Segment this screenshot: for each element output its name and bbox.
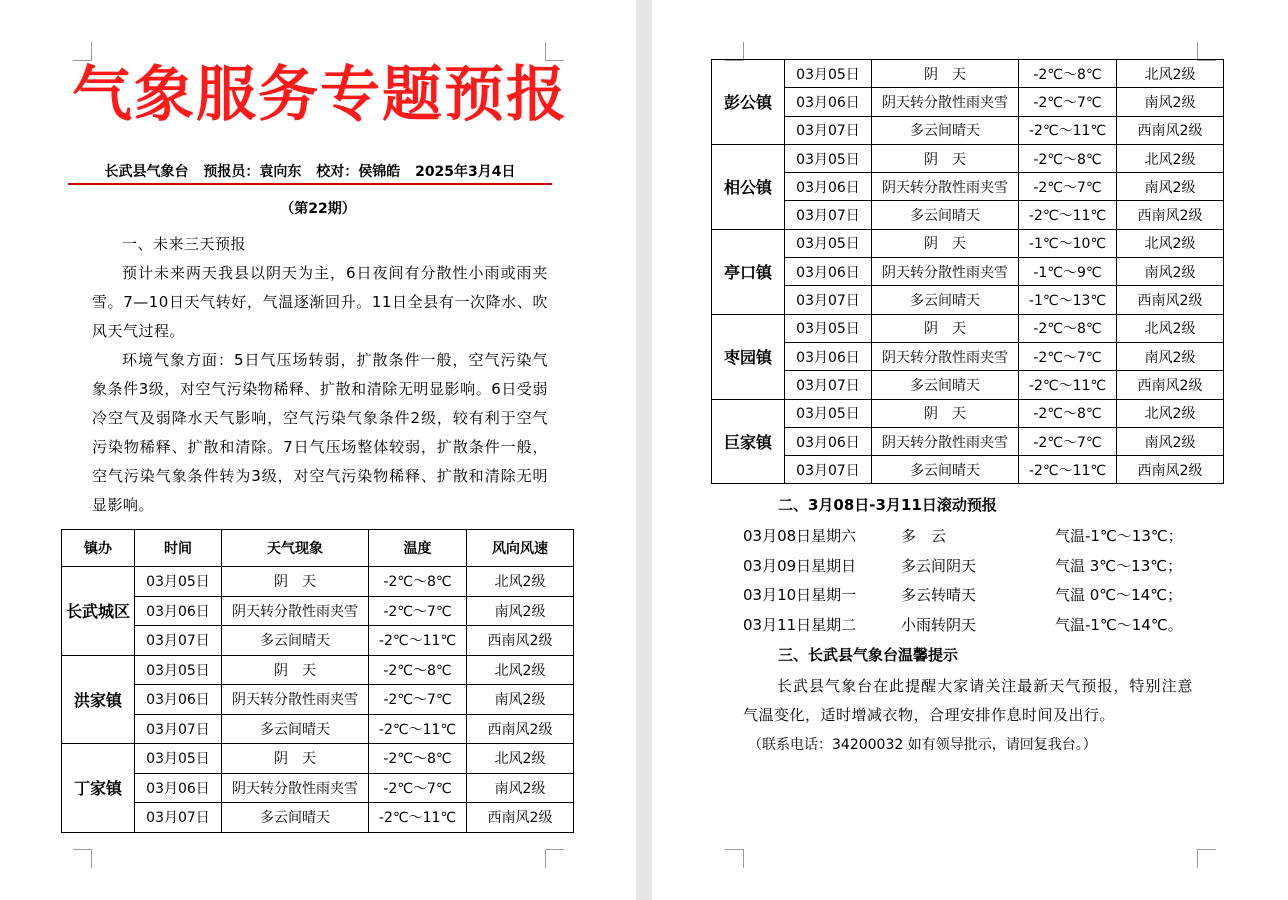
cell-temperature: -2℃～8℃ [1019, 314, 1117, 342]
rolling-temperature: 气温 0℃～14℃； [1055, 586, 1183, 604]
cell-date: 03月05日 [785, 144, 872, 172]
cell-date: 03月05日 [135, 744, 222, 774]
cell-date: 03月07日 [785, 371, 872, 399]
cell-date: 03月06日 [135, 596, 222, 626]
table-row [62, 714, 574, 744]
document-page-1 [0, 0, 636, 900]
table-row [62, 803, 574, 833]
town-name: 彭公镇 [712, 60, 785, 145]
cell-weather: 阴天转分散性雨夹雪 [872, 342, 1019, 370]
table-row [712, 342, 1224, 370]
margin-corner-mark [725, 849, 744, 868]
cell-temperature: -2℃～11℃ [369, 626, 467, 656]
cell-date: 03月07日 [135, 714, 222, 744]
rolling-date: 03月08日星期六 [743, 527, 857, 545]
rolling-date: 03月09日星期日 [743, 556, 857, 575]
rolling-weather: 多云转晴天 [901, 586, 977, 604]
rolling-forecast-list [743, 522, 1213, 640]
table-row [62, 655, 574, 685]
cell-wind: 西南风2级 [467, 626, 574, 656]
cell-weather: 阴 天 [872, 399, 1019, 427]
cell-date: 03月05日 [135, 655, 222, 685]
cell-weather: 多云间晴天 [222, 626, 369, 656]
margin-corner-mark [545, 849, 564, 868]
cell-wind: 北风2级 [467, 744, 574, 774]
cell-temperature: -2℃～11℃ [1019, 201, 1117, 229]
town-group [712, 144, 1224, 229]
cell-temperature: -2℃～8℃ [369, 567, 467, 597]
table-row [62, 685, 574, 715]
margin-corner-mark [1197, 849, 1216, 868]
table-row [712, 88, 1224, 116]
cell-wind: 西南风2级 [1117, 286, 1224, 314]
town-forecast-table-part2 [711, 59, 1224, 484]
cell-wind: 北风2级 [467, 655, 574, 685]
table-row [712, 60, 1224, 88]
cell-wind: 南风2级 [467, 685, 574, 715]
cell-wind: 北风2级 [467, 567, 574, 597]
forecaster: 预报员：袁向东 [203, 164, 302, 180]
cell-weather: 阴 天 [222, 744, 369, 774]
cell-wind: 南风2级 [1117, 427, 1224, 455]
table-row [712, 144, 1224, 172]
cell-wind: 北风2级 [1117, 144, 1224, 172]
cell-temperature: -2℃～8℃ [1019, 399, 1117, 427]
cell-wind: 北风2级 [1117, 60, 1224, 88]
section2-title: 二、3月08日-3月11日滚动预报 [778, 496, 997, 514]
header-town: 镇办 [62, 530, 135, 567]
cell-weather: 多云间晴天 [222, 714, 369, 744]
town-name: 丁家镇 [62, 744, 135, 833]
cell-temperature: -1℃～13℃ [1019, 286, 1117, 314]
cell-weather: 阴天转分散性雨夹雪 [222, 685, 369, 715]
table-row [712, 229, 1224, 257]
cell-date: 03月07日 [135, 803, 222, 833]
cell-wind: 西南风2级 [1117, 456, 1224, 484]
issue-date: 2025年3月4日 [415, 164, 516, 180]
contact-line: （联系电话：34200032 如有领导批示，请回复我台。） [748, 737, 1097, 753]
cell-weather: 阴 天 [872, 144, 1019, 172]
cell-temperature: -2℃～11℃ [369, 803, 467, 833]
table-row [712, 258, 1224, 286]
cell-wind: 南风2级 [1117, 258, 1224, 286]
table-row [712, 427, 1224, 455]
cell-temperature: -1℃～9℃ [1019, 258, 1117, 286]
header-temperature: 温度 [369, 530, 467, 567]
rolling-temperature: 气温-1℃～14℃。 [1055, 615, 1183, 634]
cell-temperature: -2℃～8℃ [369, 655, 467, 685]
cell-wind: 西南风2级 [1117, 201, 1224, 229]
cell-date: 03月07日 [785, 201, 872, 229]
table-row [62, 596, 574, 626]
cell-wind: 北风2级 [1117, 229, 1224, 257]
town-name: 亭口镇 [712, 229, 785, 314]
cell-weather: 阴天转分散性雨夹雪 [222, 596, 369, 626]
cell-temperature: -2℃～8℃ [369, 744, 467, 774]
tips-paragraph [743, 672, 1193, 730]
rolling-forecast-row [743, 552, 1213, 582]
cell-weather: 多云间晴天 [222, 803, 369, 833]
cell-date: 03月05日 [785, 60, 872, 88]
cell-weather: 多云间晴天 [872, 286, 1019, 314]
cell-temperature: -1℃～10℃ [1019, 229, 1117, 257]
table-row [712, 286, 1224, 314]
cell-temperature: -2℃～11℃ [1019, 456, 1117, 484]
issue-number: （第22期） [280, 201, 356, 217]
cell-date: 03月06日 [785, 427, 872, 455]
table-header-row [62, 530, 574, 567]
town-group [712, 229, 1224, 314]
cell-temperature: -2℃～11℃ [1019, 116, 1117, 144]
cell-wind: 南风2级 [467, 596, 574, 626]
cell-temperature: -2℃～7℃ [1019, 427, 1117, 455]
town-group [62, 744, 574, 833]
cell-wind: 西南风2级 [1117, 116, 1224, 144]
rolling-forecast-row [743, 611, 1213, 641]
cell-date: 03月05日 [785, 229, 872, 257]
cell-weather: 阴 天 [872, 314, 1019, 342]
town-group [712, 399, 1224, 484]
cell-temperature: -2℃～7℃ [369, 685, 467, 715]
rolling-forecast-row [743, 581, 1213, 611]
town-group [712, 314, 1224, 399]
cell-date: 03月06日 [135, 685, 222, 715]
cell-weather: 阴天转分散性雨夹雪 [222, 773, 369, 803]
town-forecast-table-part1 [61, 529, 574, 833]
cell-date: 03月07日 [785, 116, 872, 144]
section1-title: 一、未来三天预报 [122, 235, 247, 253]
table-row [62, 567, 574, 597]
table-row [712, 173, 1224, 201]
cell-wind: 西南风2级 [467, 803, 574, 833]
cell-weather: 阴 天 [222, 567, 369, 597]
town-name: 相公镇 [712, 144, 785, 229]
cell-date: 03月05日 [785, 399, 872, 427]
town-group [62, 655, 574, 744]
table-row [62, 626, 574, 656]
cell-date: 03月05日 [135, 567, 222, 597]
cell-temperature: -2℃～7℃ [1019, 342, 1117, 370]
rolling-weather: 多 云 [901, 527, 947, 545]
section3-title: 三、长武县气象台温馨提示 [778, 646, 959, 664]
table-row [712, 399, 1224, 427]
table-row [712, 371, 1224, 399]
rolling-date: 03月11日星期二 [743, 615, 857, 634]
cell-date: 03月06日 [785, 258, 872, 286]
table-row [712, 116, 1224, 144]
header-wind: 风向风速 [467, 530, 574, 567]
cell-date: 03月05日 [785, 314, 872, 342]
forecast-paragraph: 预计未来两天我县以阴天为主，6日夜间有分散性小雨或雨夹雪。7—10日天气转好，气温逐渐回升。11日全县有一次降水、吹风天气过程。 [92, 264, 548, 340]
reviewer: 校对：侯锦皓 [316, 164, 401, 180]
section1-body [92, 230, 548, 520]
cell-weather: 多云间晴天 [872, 201, 1019, 229]
cell-date: 03月06日 [135, 773, 222, 803]
cell-date: 03月06日 [785, 88, 872, 116]
town-group [62, 567, 574, 656]
cell-wind: 南风2级 [1117, 173, 1224, 201]
document-title: 气象服务专题预报 [72, 60, 568, 130]
header-date: 时间 [135, 530, 222, 567]
cell-date: 03月07日 [785, 286, 872, 314]
cell-wind: 北风2级 [1117, 399, 1224, 427]
header-weather: 天气现象 [222, 530, 369, 567]
cell-weather: 阴 天 [872, 229, 1019, 257]
cell-weather: 阴天转分散性雨夹雪 [872, 258, 1019, 286]
town-name: 长武城区 [62, 567, 135, 656]
town-name: 巨家镇 [712, 399, 785, 484]
rolling-weather: 小雨转阴天 [901, 615, 977, 634]
cell-weather: 多云间晴天 [872, 456, 1019, 484]
cell-temperature: -2℃～7℃ [369, 773, 467, 803]
cell-date: 03月07日 [785, 456, 872, 484]
cell-wind: 南风2级 [1117, 342, 1224, 370]
cell-temperature: -2℃～8℃ [1019, 60, 1117, 88]
tips-text: 长武县气象台在此提醒大家请关注最新天气预报，特别注意气温变化，适时增减衣物，合理安排作息时间及出行。 [743, 677, 1193, 724]
rolling-date: 03月10日星期一 [743, 586, 857, 604]
town-name: 枣园镇 [712, 314, 785, 399]
cell-weather: 多云间晴天 [872, 116, 1019, 144]
rolling-weather: 多云间阴天 [901, 556, 977, 575]
cell-wind: 南风2级 [1117, 88, 1224, 116]
town-name: 洪家镇 [62, 655, 135, 744]
org-name: 长武县气象台 [104, 164, 189, 180]
margin-corner-mark [73, 849, 92, 868]
cell-weather: 阴天转分散性雨夹雪 [872, 88, 1019, 116]
cell-temperature: -2℃～7℃ [369, 596, 467, 626]
cell-date: 03月06日 [785, 173, 872, 201]
table-row [712, 314, 1224, 342]
table-row [712, 201, 1224, 229]
cell-weather: 多云间晴天 [872, 371, 1019, 399]
table-row [62, 744, 574, 774]
environment-paragraph: 环境气象方面：5日气压场转弱，扩散条件一般，空气污染气象条件3级，对空气污染物稀释、扩散和清除无明显影响。6日受弱冷空气及弱降水天气影响，空气污染气象条件2级，较有利于空气污染物稀释、扩散和清除。7日气压场整体较弱，扩散条件一般，空气污染气象条件转为3级，对空气污染物稀释、扩散和清除无明显影响。 [92, 351, 548, 514]
cell-temperature: -2℃～8℃ [1019, 144, 1117, 172]
cell-weather: 阴天转分散性雨夹雪 [872, 173, 1019, 201]
byline [68, 161, 552, 185]
cell-wind: 西南风2级 [467, 714, 574, 744]
cell-temperature: -2℃～7℃ [1019, 88, 1117, 116]
cell-date: 03月06日 [785, 342, 872, 370]
cell-weather: 阴 天 [222, 655, 369, 685]
table-row [62, 773, 574, 803]
town-group [712, 60, 1224, 145]
rolling-temperature: 气温-1℃～13℃； [1055, 527, 1183, 545]
cell-temperature: -2℃～11℃ [369, 714, 467, 744]
table-row [712, 456, 1224, 484]
cell-date: 03月07日 [135, 626, 222, 656]
cell-wind: 西南风2级 [1117, 371, 1224, 399]
rolling-forecast-row [743, 522, 1213, 552]
cell-temperature: -2℃～7℃ [1019, 173, 1117, 201]
cell-wind: 北风2级 [1117, 314, 1224, 342]
rolling-temperature: 气温 3℃～13℃； [1055, 556, 1183, 575]
cell-weather: 阴天转分散性雨夹雪 [872, 427, 1019, 455]
cell-wind: 南风2级 [467, 773, 574, 803]
cell-temperature: -2℃～11℃ [1019, 371, 1117, 399]
cell-weather: 阴 天 [872, 60, 1019, 88]
